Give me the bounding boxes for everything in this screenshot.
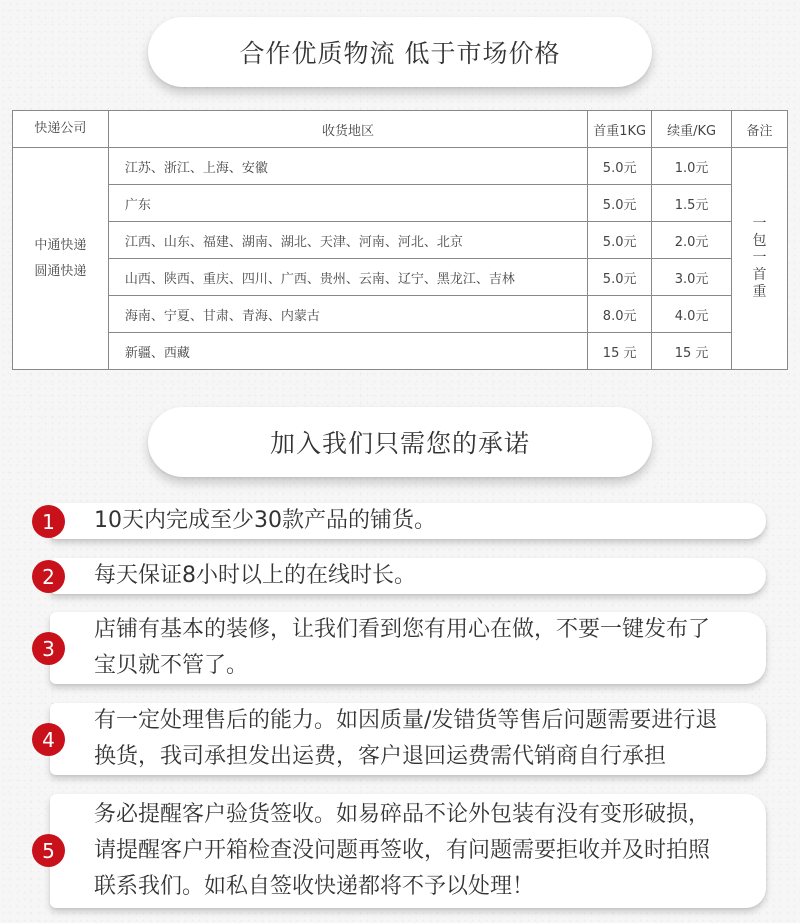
first-weight-cell: 15 元	[588, 333, 652, 370]
number-badge: 4	[32, 723, 65, 756]
promise-text: 请提醒客户开箱检查没问题再签收，有问题需要拒收并及时拍照	[94, 838, 711, 863]
company-cell	[13, 148, 109, 370]
company-name: 中通快递	[34, 237, 87, 253]
first-weight-cell: 8.0元	[588, 296, 652, 333]
header-note: 备注	[732, 111, 788, 148]
region-cell: 新疆、西藏	[108, 333, 587, 370]
region-cell: 海南、宁夏、甘肃、青海、内蒙古	[108, 296, 587, 333]
table-row	[13, 259, 788, 296]
promise-text: 联系我们。如私自签收快递都将不予以处理！	[94, 874, 535, 899]
note-text: 一包一首重	[752, 216, 767, 300]
promise-section-title: 加入我们只需您的承诺	[148, 407, 652, 477]
promise-text: 每天保证8小时以上的在线时长。	[94, 563, 416, 588]
promise-text: 务必提醒客户验货签收。如易碎品不论外包装有没有变形破损，	[94, 802, 711, 827]
promise-text: 换货，我司承担发出运费，客户退回运费需代销商自行承担	[94, 744, 667, 769]
table-header-row	[13, 111, 788, 148]
table-row	[13, 222, 788, 259]
shipping-section-title: 合作优质物流 低于市场价格	[148, 17, 652, 87]
region-cell: 江西、山东、福建、湖南、湖北、天津、河南、河北、北京	[108, 222, 587, 259]
table-row	[13, 333, 788, 370]
continued-weight-cell: 1.0元	[652, 148, 732, 185]
table-row	[13, 148, 788, 185]
region-cell: 山西、陕西、重庆、四川、广西、贵州、云南、辽宁、黑龙江、吉林	[108, 259, 587, 296]
shipping-price-table	[12, 110, 788, 370]
promise-text: 店铺有基本的装修，让我们看到您有用心在做，不要一键发布了	[94, 617, 711, 642]
header-company: 快递公司	[13, 111, 109, 148]
region-cell: 广东	[108, 185, 587, 222]
number-badge: 3	[32, 632, 65, 665]
header-region: 收货地区	[108, 111, 587, 148]
table-row	[13, 185, 788, 222]
promise-text: 有一定处理售后的能力。如因质量/发错货等售后问题需要进行退	[94, 708, 718, 733]
promise-text: 10天内完成至少30款产品的铺货。	[94, 508, 436, 533]
first-weight-cell: 5.0元	[588, 259, 652, 296]
number-badge: 2	[32, 560, 65, 593]
company-name: 圆通快递	[34, 263, 87, 279]
table-row	[13, 296, 788, 333]
promise-item	[50, 703, 766, 775]
first-weight-cell: 5.0元	[588, 185, 652, 222]
continued-weight-cell: 4.0元	[652, 296, 732, 333]
promise-item	[50, 794, 766, 908]
note-cell	[732, 148, 788, 370]
continued-weight-cell: 3.0元	[652, 259, 732, 296]
header-continued-weight: 续重/KG	[652, 111, 732, 148]
number-badge: 5	[32, 834, 65, 867]
first-weight-cell: 5.0元	[588, 222, 652, 259]
continued-weight-cell: 2.0元	[652, 222, 732, 259]
region-cell: 江苏、浙江、上海、安徽	[108, 148, 587, 185]
promise-text: 宝贝就不管了。	[94, 653, 249, 678]
promise-item	[50, 503, 766, 539]
continued-weight-cell: 1.5元	[652, 185, 732, 222]
header-first-weight: 首重1KG	[588, 111, 652, 148]
promise-item	[50, 612, 766, 684]
promise-item	[50, 558, 766, 594]
number-badge: 1	[32, 505, 65, 538]
continued-weight-cell: 15 元	[652, 333, 732, 370]
first-weight-cell: 5.0元	[588, 148, 652, 185]
